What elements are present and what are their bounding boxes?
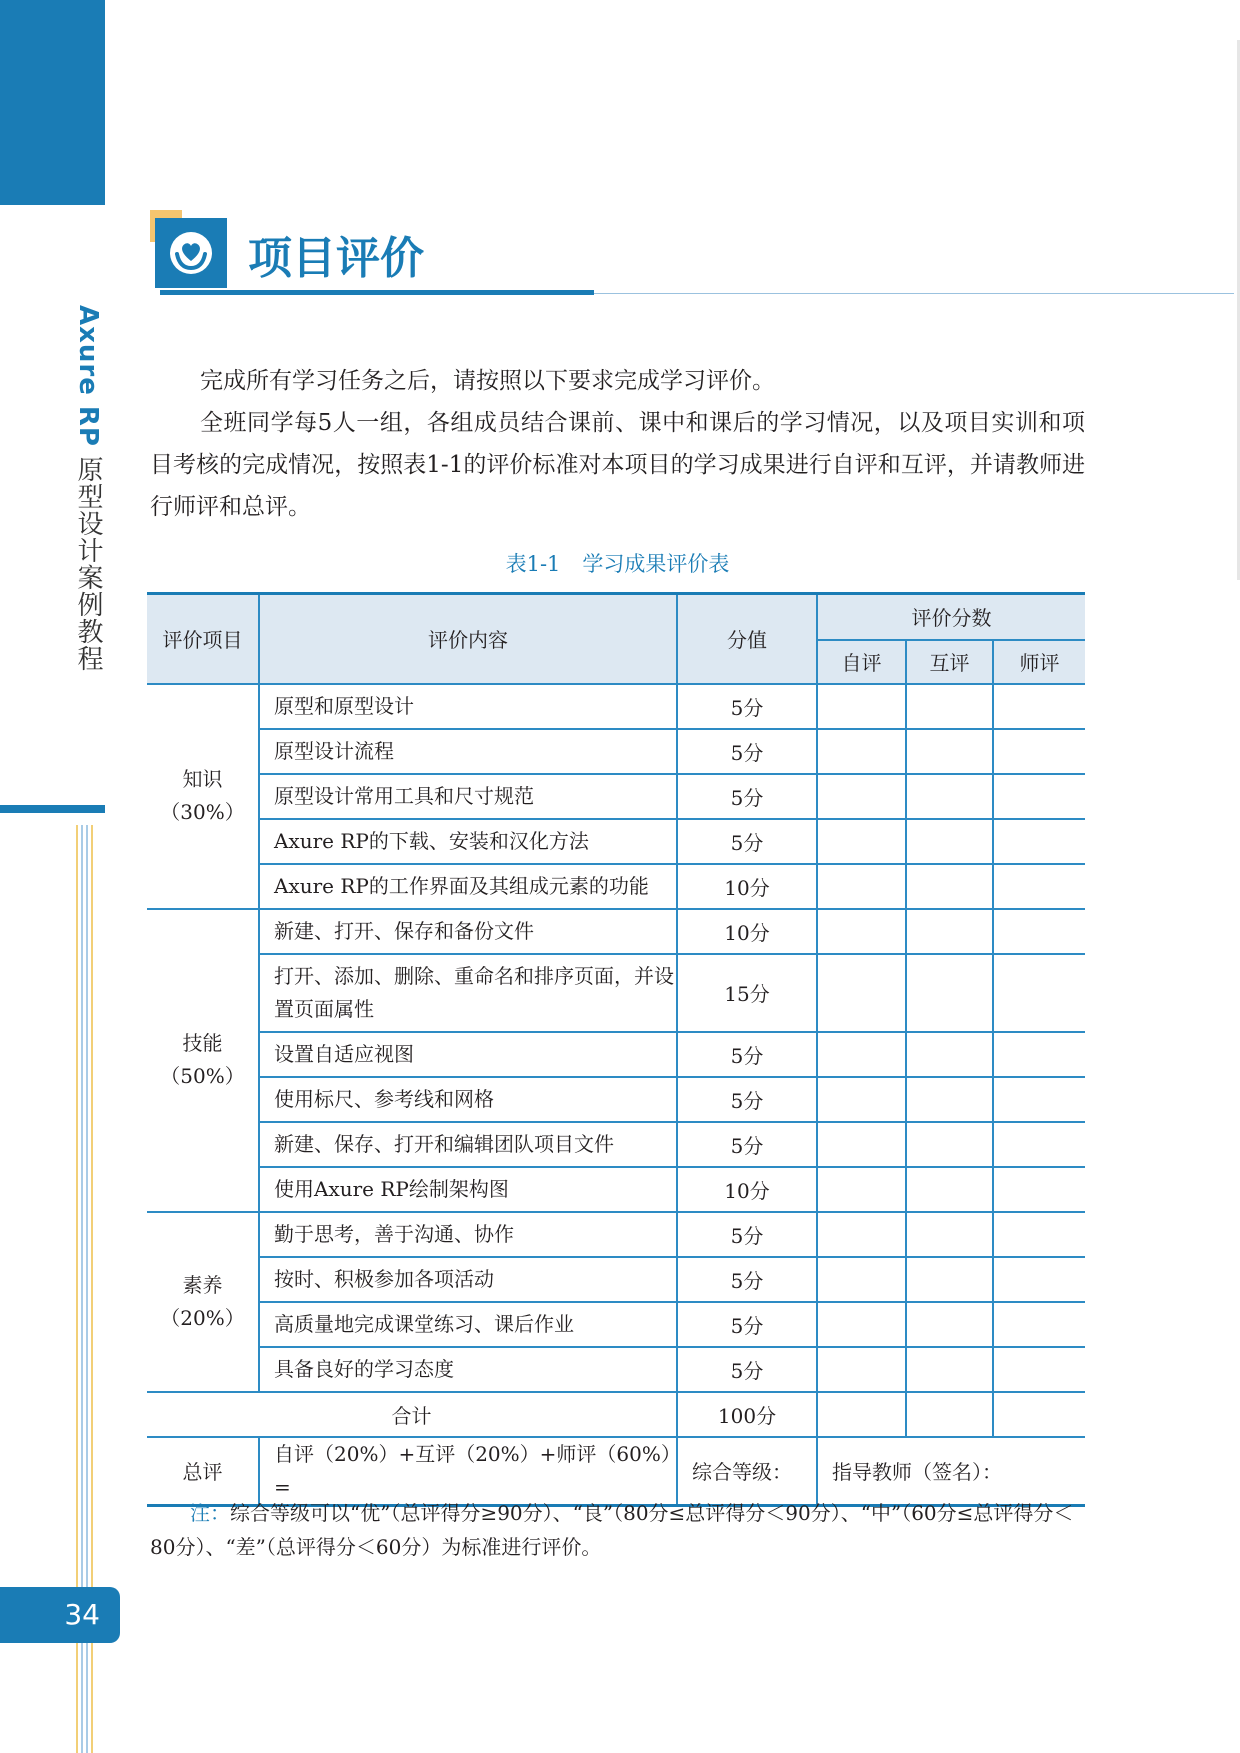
summary-formula[interactable]: 自评（20%）+互评（20%）+师评（60%）= <box>259 1437 677 1506</box>
self-score-cell[interactable] <box>817 1257 906 1302</box>
table-row <box>147 729 1085 774</box>
header-group: 评价分数 <box>817 594 1085 640</box>
table-caption <box>150 548 1085 578</box>
content-cell: 打开、添加、删除、重命名和排序页面，并设置页面属性 <box>259 954 677 1032</box>
book-title-sub: 原型设计案例教程 <box>73 456 103 673</box>
score-cell: 10分 <box>677 1167 817 1212</box>
score-cell: 5分 <box>677 1347 817 1392</box>
table-row <box>147 819 1085 864</box>
note-label: 注： <box>190 1501 230 1525</box>
intro-paragraph-2: 全班同学每5人一组，各组成员结合课前、课中和课后的学习情况，以及项目实训和项目考核的完成情况，按照表1-1的评价标准对本项目的学习成果进行自评和互评，并请教师进行师评和总评。 <box>150 410 1085 520</box>
peer-score-cell[interactable] <box>906 1347 993 1392</box>
peer-score-cell[interactable] <box>906 1032 993 1077</box>
header-item: 评价项目 <box>147 594 259 684</box>
table-row <box>147 864 1085 909</box>
sidebar-divider <box>0 805 105 813</box>
peer-score-cell[interactable] <box>906 684 993 729</box>
score-cell: 5分 <box>677 1032 817 1077</box>
heart-hands-icon <box>155 218 227 288</box>
peer-score-cell[interactable] <box>906 1122 993 1167</box>
score-cell: 5分 <box>677 684 817 729</box>
header-self: 自评 <box>817 640 906 684</box>
score-cell: 5分 <box>677 1302 817 1347</box>
self-score-cell[interactable] <box>817 684 906 729</box>
peer-score-cell[interactable] <box>906 1212 993 1257</box>
content-cell: 原型设计流程 <box>259 729 677 774</box>
teacher-score-cell[interactable] <box>993 1122 1085 1167</box>
teacher-score-cell[interactable] <box>993 1212 1085 1257</box>
content-cell: 具备良好的学习态度 <box>259 1347 677 1392</box>
teacher-score-cell[interactable] <box>993 1032 1085 1077</box>
table-row <box>147 1212 1085 1257</box>
page-number: 34 <box>0 1587 120 1643</box>
content-cell: 原型设计常用工具和尺寸规范 <box>259 774 677 819</box>
peer-score-cell[interactable] <box>906 954 993 1032</box>
title-underline <box>160 290 594 295</box>
table-row <box>147 774 1085 819</box>
score-cell: 5分 <box>677 774 817 819</box>
peer-score-cell[interactable] <box>906 819 993 864</box>
self-score-cell[interactable] <box>817 774 906 819</box>
teacher-score-cell[interactable] <box>993 684 1085 729</box>
content-cell: 使用Axure RP绘制架构图 <box>259 1167 677 1212</box>
self-score-cell[interactable] <box>817 729 906 774</box>
content-cell: 设置自适应视图 <box>259 1032 677 1077</box>
score-cell: 5分 <box>677 729 817 774</box>
teacher-score-cell[interactable] <box>993 1167 1085 1212</box>
teacher-score-cell[interactable] <box>993 909 1085 954</box>
teacher-score-cell[interactable] <box>993 1257 1085 1302</box>
category-cell: 素养 （20%） <box>147 1212 259 1392</box>
content-cell: Axure RP的工作界面及其组成元素的功能 <box>259 864 677 909</box>
peer-score-cell[interactable] <box>906 909 993 954</box>
sidebar-top-block <box>0 0 105 205</box>
score-cell: 5分 <box>677 1122 817 1167</box>
header-content: 评价内容 <box>259 594 677 684</box>
score-cell: 5分 <box>677 819 817 864</box>
content-cell: 勤于思考，善于沟通、协作 <box>259 1212 677 1257</box>
section-header <box>150 210 1085 295</box>
teacher-score-cell[interactable] <box>993 954 1085 1032</box>
category-cell: 技能 （50%） <box>147 909 259 1212</box>
content-cell: 使用标尺、参考线和网格 <box>259 1077 677 1122</box>
summary-grade[interactable]: 综合等级： <box>677 1437 817 1506</box>
self-score-cell[interactable] <box>817 1032 906 1077</box>
self-total-cell[interactable] <box>817 1392 906 1437</box>
total-score: 100分 <box>677 1392 817 1437</box>
table-row <box>147 1302 1085 1347</box>
teacher-signature[interactable]: 指导教师（签名）： <box>817 1437 1085 1506</box>
title-rule <box>594 293 1234 294</box>
content-cell: 原型和原型设计 <box>259 684 677 729</box>
peer-score-cell[interactable] <box>906 774 993 819</box>
content-cell: 按时、积极参加各项活动 <box>259 1257 677 1302</box>
teacher-score-cell[interactable] <box>993 1302 1085 1347</box>
content-cell: 新建、打开、保存和备份文件 <box>259 909 677 954</box>
book-title-brand: Axure RP <box>73 305 103 447</box>
content-cell: Axure RP的下载、安装和汉化方法 <box>259 819 677 864</box>
score-cell: 5分 <box>677 1212 817 1257</box>
score-cell: 10分 <box>677 864 817 909</box>
table-row <box>147 1257 1085 1302</box>
table-caption-number: 表1-1 <box>505 552 561 576</box>
teacher-total-cell[interactable] <box>993 1392 1085 1437</box>
table-row <box>147 1032 1085 1077</box>
self-score-cell[interactable] <box>817 1122 906 1167</box>
peer-score-cell[interactable] <box>906 1077 993 1122</box>
peer-score-cell[interactable] <box>906 1302 993 1347</box>
section-title: 项目评价 <box>248 233 424 284</box>
table-row <box>147 684 1085 729</box>
total-label: 合计 <box>147 1392 677 1437</box>
teacher-score-cell[interactable] <box>993 819 1085 864</box>
header-peer: 互评 <box>906 640 993 684</box>
peer-score-cell[interactable] <box>906 1257 993 1302</box>
teacher-score-cell[interactable] <box>993 774 1085 819</box>
table-caption-title: 学习成果评价表 <box>582 552 730 576</box>
total-row <box>147 1392 1085 1437</box>
content-cell: 高质量地完成课堂练习、课后作业 <box>259 1302 677 1347</box>
table-row <box>147 954 1085 1032</box>
content-cell: 新建、保存、打开和编辑团队项目文件 <box>259 1122 677 1167</box>
teacher-score-cell[interactable] <box>993 864 1085 909</box>
peer-total-cell[interactable] <box>906 1392 993 1437</box>
header-score: 分值 <box>677 594 817 684</box>
teacher-score-cell[interactable] <box>993 1077 1085 1122</box>
teacher-score-cell[interactable] <box>993 729 1085 774</box>
table-row <box>147 1167 1085 1212</box>
table-row <box>147 1347 1085 1392</box>
intro-paragraph-1: 完成所有学习任务之后，请按照以下要求完成学习评价。 <box>200 368 775 394</box>
self-score-cell[interactable] <box>817 909 906 954</box>
note-text: 综合等级可以“优”（总评得分≥90分）、“良”（80分≤总评得分＜90分）、“中”（60分≤总评得分＜80分）、“差”（总评得分＜60分）为标准进行评价。 <box>150 1501 1074 1559</box>
score-cell: 5分 <box>677 1077 817 1122</box>
score-cell: 5分 <box>677 1257 817 1302</box>
self-score-cell[interactable] <box>817 954 906 1032</box>
summary-label: 总评 <box>147 1437 259 1506</box>
evaluation-table <box>147 592 1085 1507</box>
score-cell: 15分 <box>677 954 817 1032</box>
peer-score-cell[interactable] <box>906 864 993 909</box>
self-score-cell[interactable] <box>817 1212 906 1257</box>
header-teacher: 师评 <box>993 640 1085 684</box>
table-row <box>147 1122 1085 1167</box>
book-title-vertical <box>68 305 108 672</box>
table-row <box>147 909 1085 954</box>
category-cell: 知识 （30%） <box>147 684 259 909</box>
self-score-cell[interactable] <box>817 1167 906 1212</box>
score-cell: 10分 <box>677 909 817 954</box>
table-note <box>150 1496 1085 1564</box>
self-score-cell[interactable] <box>817 1347 906 1392</box>
self-score-cell[interactable] <box>817 819 906 864</box>
teacher-score-cell[interactable] <box>993 1347 1085 1392</box>
summary-row <box>147 1437 1085 1506</box>
table-row <box>147 1077 1085 1122</box>
self-score-cell[interactable] <box>817 1077 906 1122</box>
self-score-cell[interactable] <box>817 1302 906 1347</box>
peer-score-cell[interactable] <box>906 1167 993 1212</box>
peer-score-cell[interactable] <box>906 729 993 774</box>
self-score-cell[interactable] <box>817 864 906 909</box>
